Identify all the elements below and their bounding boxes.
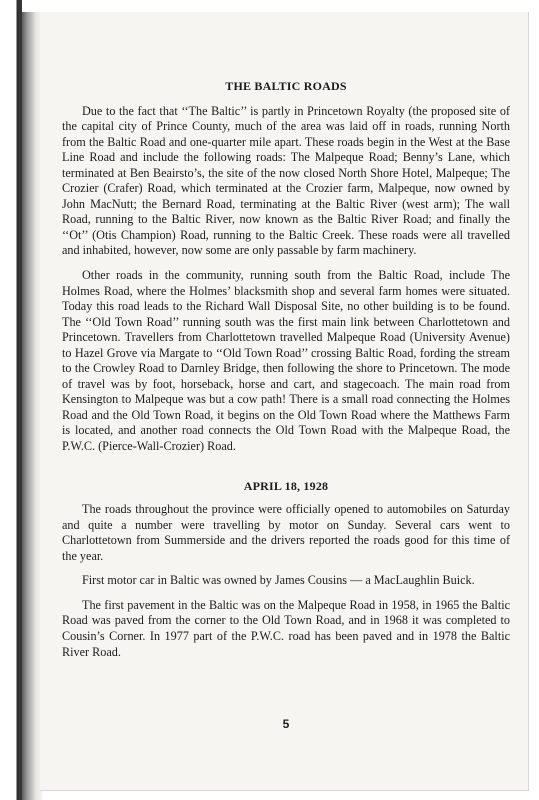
paragraph: The first pavement in the Baltic was on the Malpeque Road in 1958, in 1965 the Baltic Road was paved from the corner to the Old Town Road, and in 1968 it was completed to Cousin’s Corner. In 1977 part of the P.W.C. road has been paved and in 1978 the Baltic River Road. [62,597,510,659]
paragraph: First motor car in Baltic was owned by James Cousins — a MacLaughlin Buick. [82,573,475,588]
top-margin [22,0,539,12]
paragraph: Other roads in the community, running south from the Baltic Road, include The Holmes Road, where the Holmes’ blacksmith shop and several farm homes were situated. Today this road leads to the Richard Wall Disposal Site, no other building is to be found. The ‘‘Old Town Road’’ running south was the first main link between Charlottetown and Princetown. Travellers from Charlottetown travelled Malpeque Road (University Avenue) to Hazel Grove via Margate to ‘‘Old Town Road’’ crossing Baltic Road, fording the stream to the Crowley Road to Darnley Bridge, then following the shore to Princetown. The mode of travel was by foot, horseback, horse and cart, and stagecoach. The main road from Kensington to Malpeque was but a cow path! There is a small road connecting the Holmes Road and the Old Town Road, it begins on the Old Town Road where the Matthews Farm is located, and another road connects the Old Town Road with the Malpeque Road, the P.W.C. (Pierce-Wall-Crozier) Road. [62,268,510,454]
section-heading-april-1928: APRIL 18, 1928 [243,478,329,493]
paragraph: Due to the fact that ‘‘The Baltic’’ is partly in Princetown Royalty (the proposed site of the capital city of Prince County, much of the area was laid off in roads, running North from the Baltic Road and one-quarter mile apart. These roads begin in the West at the Base Line Road and include the following roads: The Malpeque Road; Benny’s Lane, which terminated at Ben Beairsto’s, the site of the now closed North Shore Hotel, Malpeque; The Crozier (Crafer) Road, which terminated at the Crozier farm, Malpeque, now owned by John MacNutt; the Bernard Road, terminating at the Baltic River (west arm); The wall Road, running to the Baltic River, now known as the Baltic River Road; and finally the ‘‘Ot’’ (Otis Champion) Road, running to the Baltic Creek. These roads were all travelled and inhabited, however, now some are only passable by farm machinery. [62,103,510,258]
page-number: 5 [282,717,290,731]
page-text [62,79,510,660]
binding-strip [0,0,22,800]
paper-sheet [40,12,529,791]
paragraph: The roads throughout the province were officially opened to automobiles on Saturday and quite a number were travelling by motor on Sunday. Several cars went to Charlottetown from Summerside and the drivers reported the roads good for this time of the year. [62,502,510,563]
binding-shadow [22,0,42,800]
section-heading-baltic-roads: THE BALTIC ROADS [225,79,347,93]
